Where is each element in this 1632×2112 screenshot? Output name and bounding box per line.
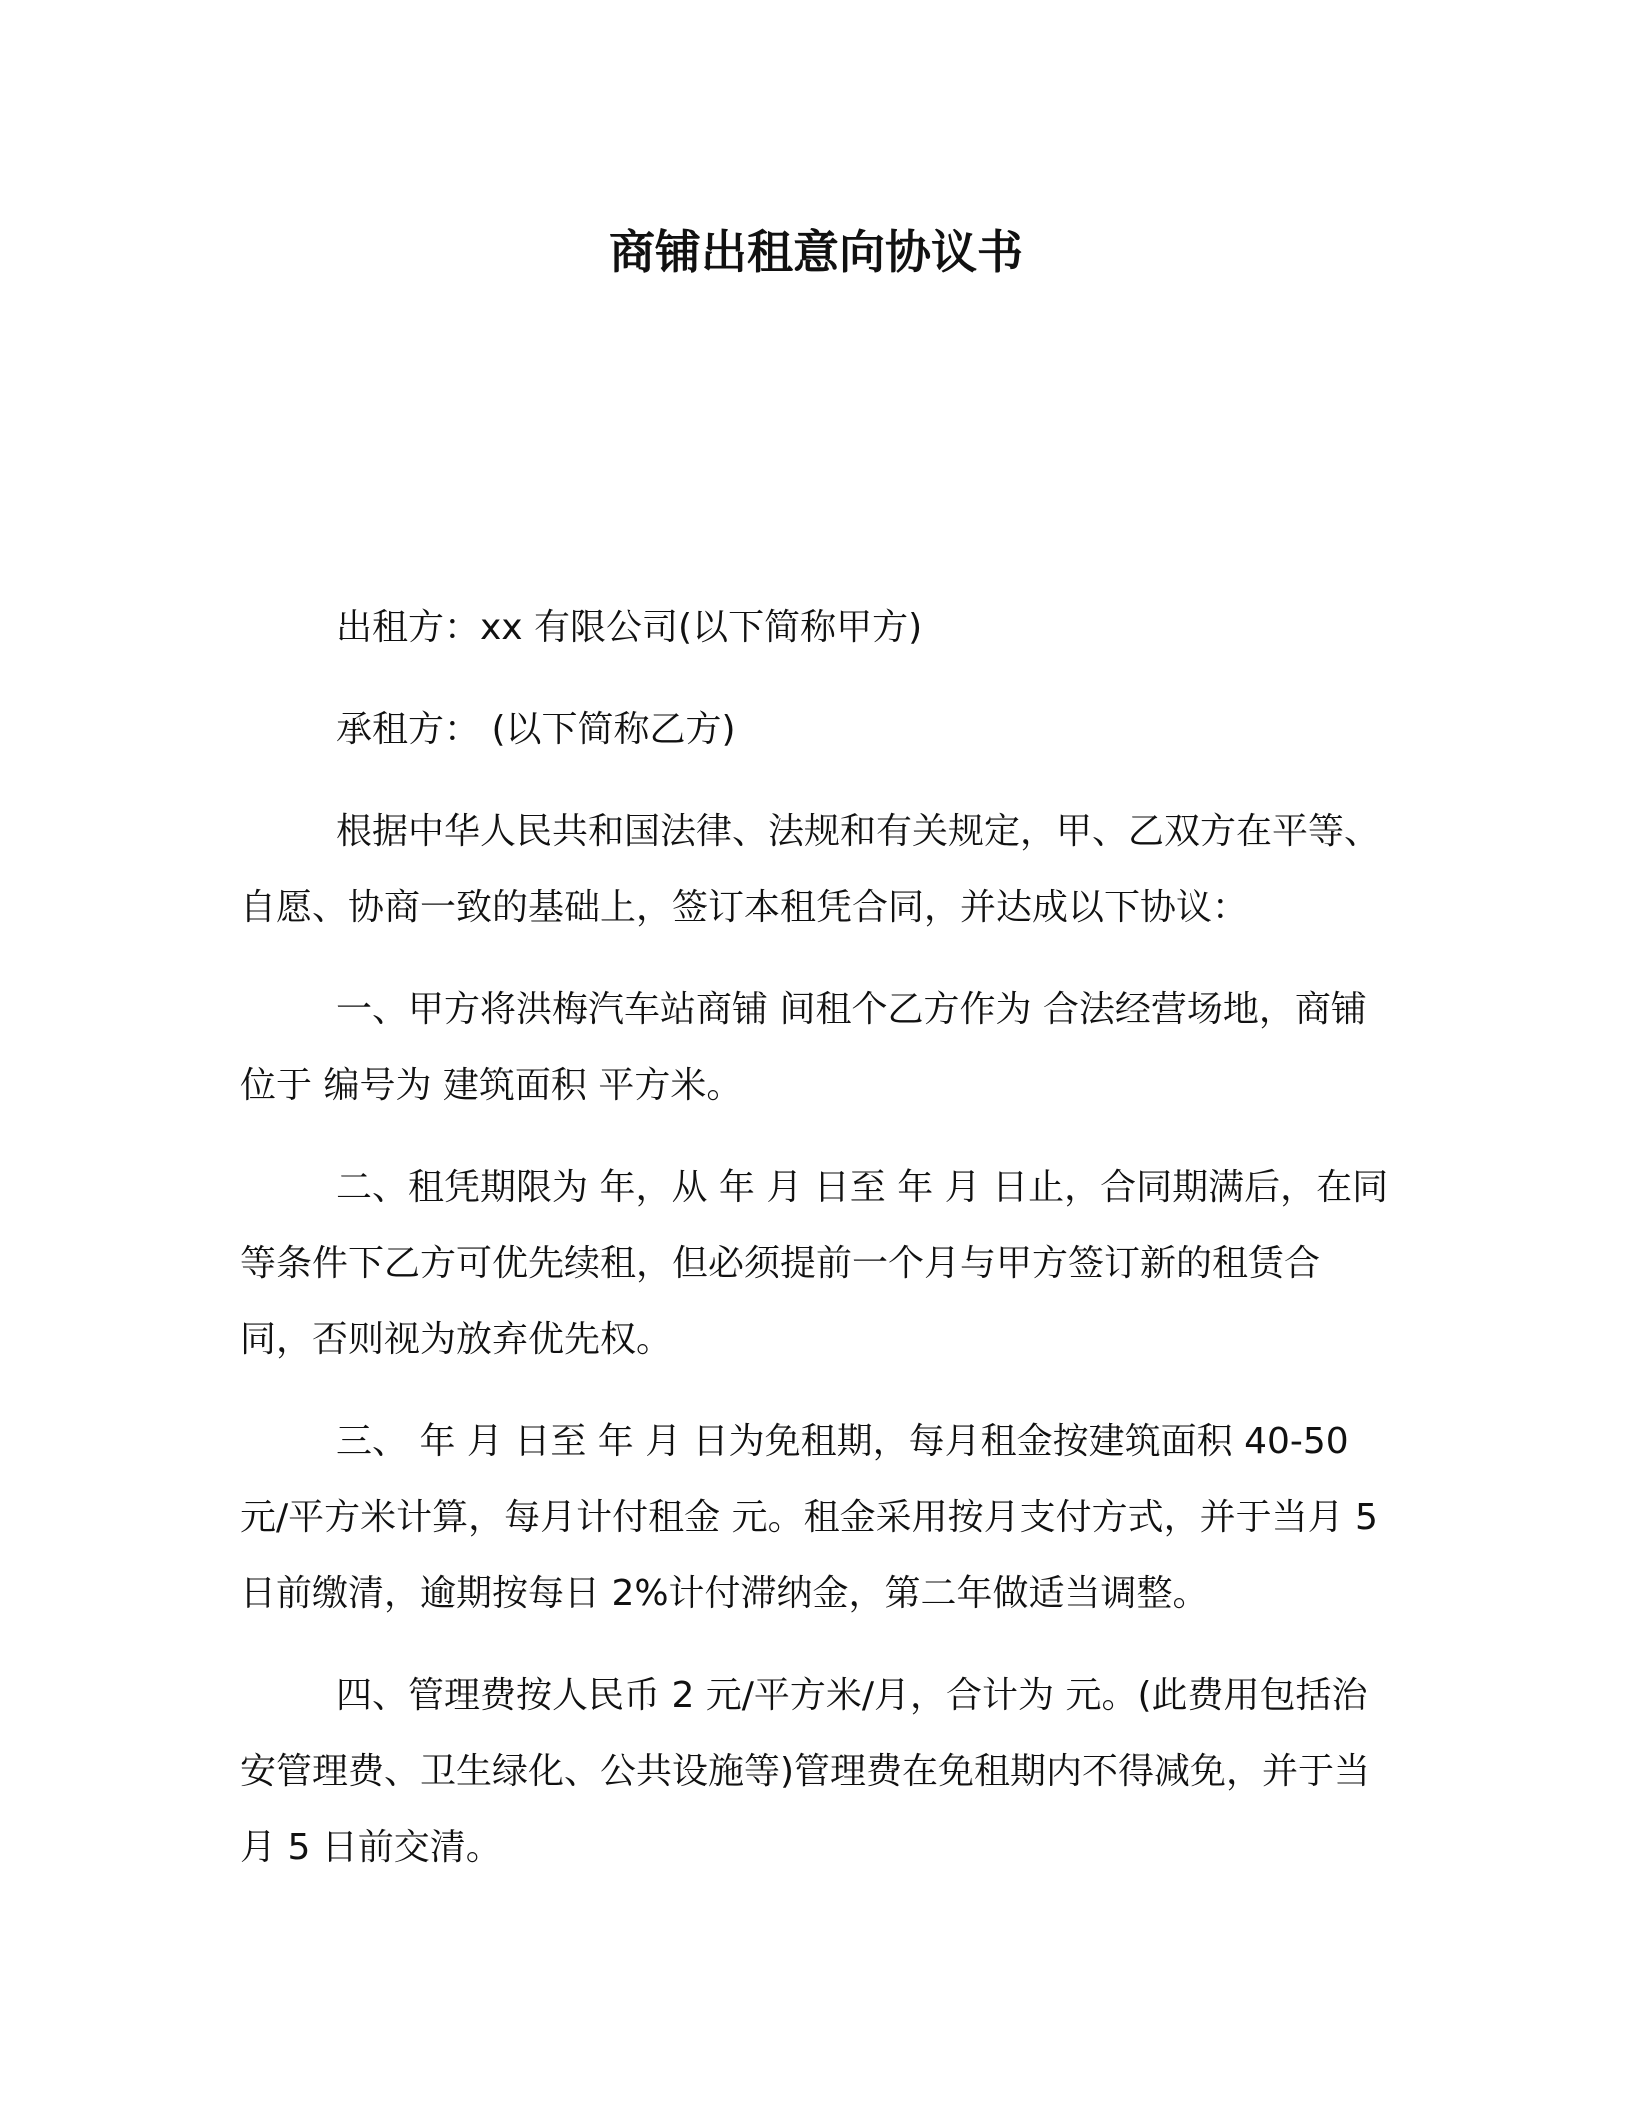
lessee-paragraph: 承租方： (以下简称乙方) [336,709,736,750]
document-title: 商铺出租意向协议书 [609,225,1023,279]
lessor-paragraph: 出租方：xx 有限公司(以下简称甲方) [336,607,923,648]
clause-2-paragraph: 二、租凭期限为 年，从 年 月 日至 年 月 日止，合同期满后，在同等条件下乙方可优先续租，但必须提前一个月与甲方签订新的租赁合同，否则视为放弃优先权。 [240,1167,1389,1360]
intro-paragraph: 根据中华人民共和国法律、法规和有关规定，甲、乙双方在平等、自愿、协商一致的基础上，签订本租凭合同，并达成以下协议： [240,811,1381,928]
clause-3-paragraph: 三、 年 月 日至 年 月 日为免租期，每月租金按建筑面积 40-50 元/平方米计算，每月计付租金 元。租金采用按月支付方式，并于当月 5 日前缴清，逾期按每日 2%计付滞纳金，第二年做适当调整。 [240,1421,1378,1614]
clause-4-paragraph: 四、管理费按人民币 2 元/平方米/月，合计为 元。(此费用包括治安管理费、卫生绿化、公共设施等)管理费在免租期内不得减免，并于当月 5 日前交清。 [240,1675,1371,1868]
clause-1-paragraph: 一、甲方将洪梅汽车站商铺 间租个乙方作为 合法经营场地，商铺位于 编号为 建筑面积 平方米。 [240,989,1367,1106]
document-body [240,590,1390,1886]
